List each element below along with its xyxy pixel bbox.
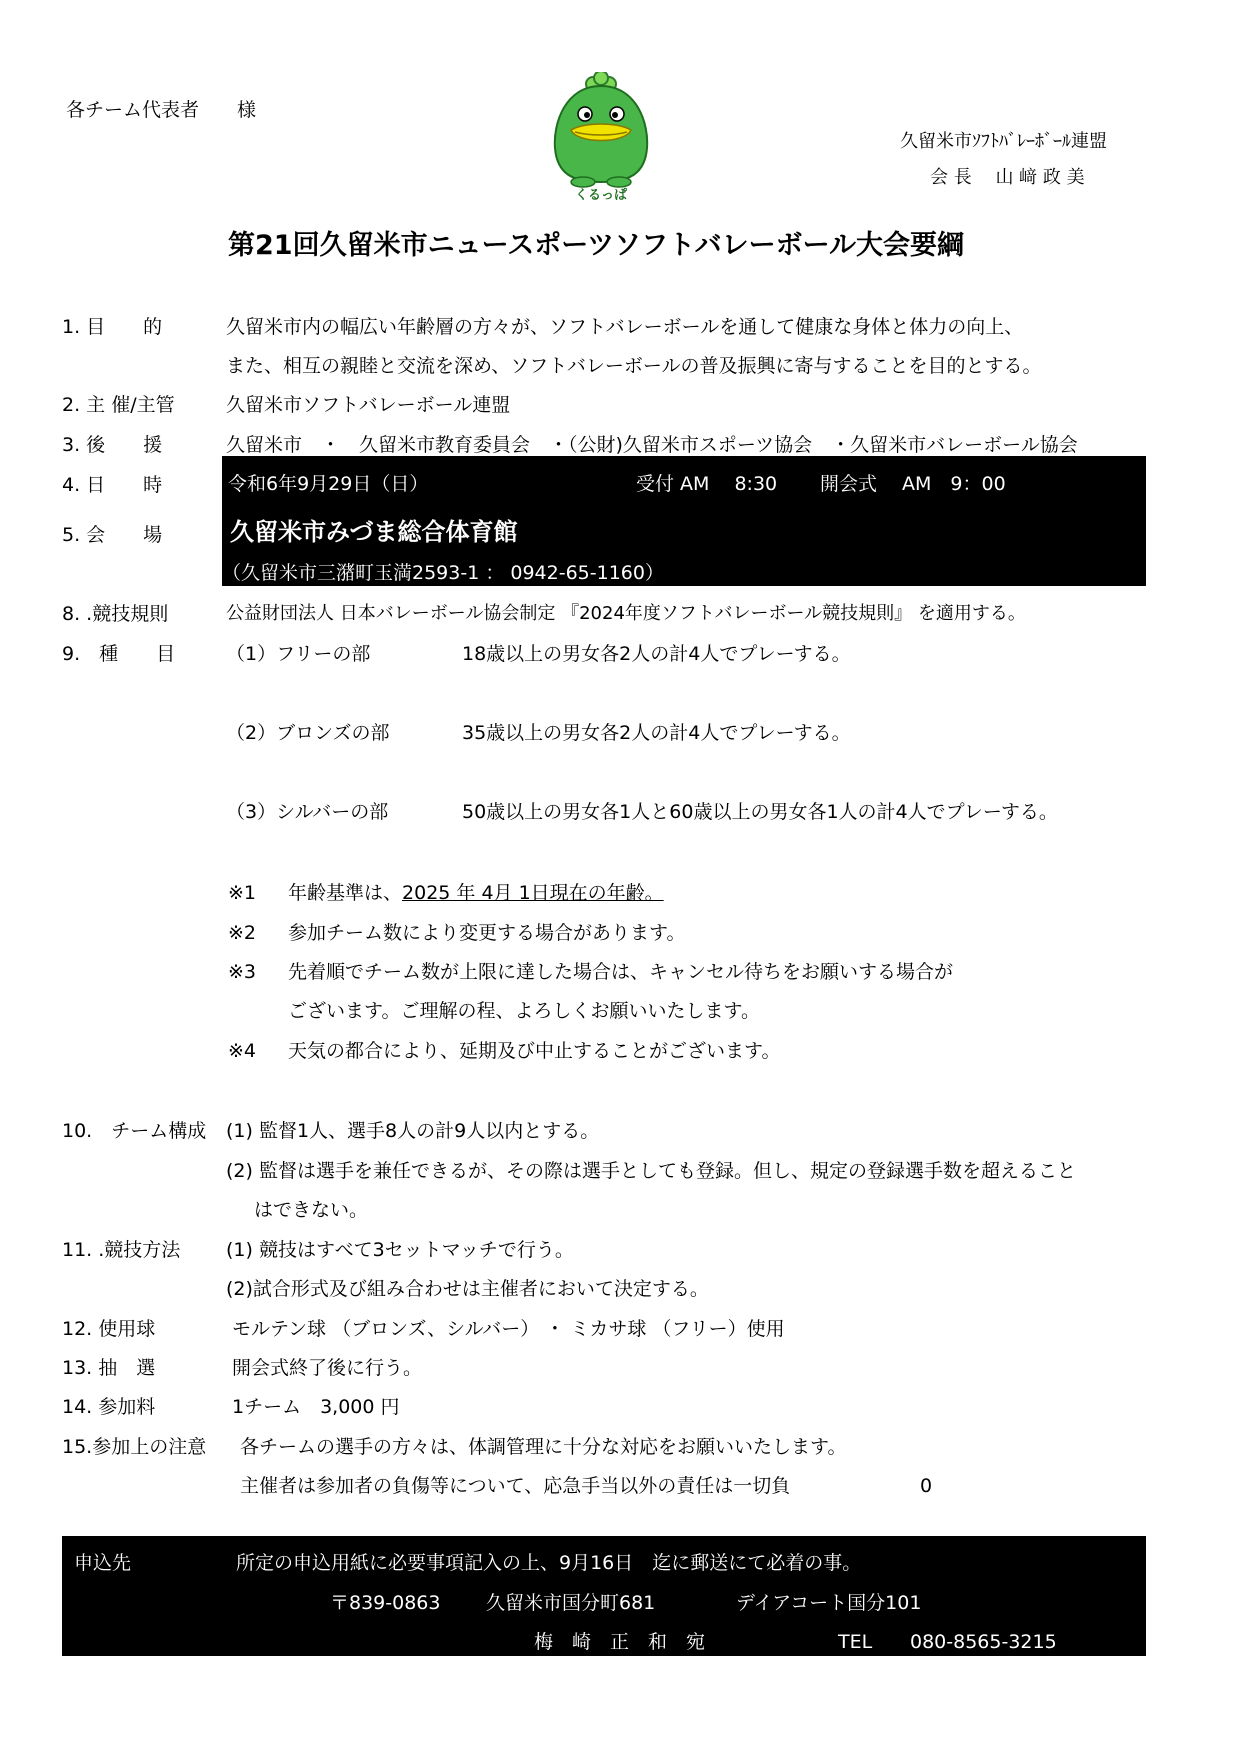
rules-value: 公益財団法人 日本バレーボール協会制定 『2024年度ソフトバレーボール競技規則』 を適用する。 xyxy=(226,603,1026,624)
note-1-pre: 年齢基準は、 xyxy=(288,882,403,904)
label-events: 9. 種 目 xyxy=(62,643,176,665)
note-1-mark: ※1 xyxy=(228,882,257,904)
note-3-text: 先着順でチーム数が上限に達した場合は、キャンセル待ちをお願いする場合が xyxy=(288,961,954,983)
application-label: 申込先 xyxy=(74,1552,132,1574)
label-fee: 14. 参加料 xyxy=(62,1396,156,1418)
note-1-underlined: 2025 年 4月 1日現在の年齢。 xyxy=(402,882,664,904)
reception-time: 受付 AM 8:30 xyxy=(636,473,778,495)
method-line-1: (1) 競技はすべて3セットマッチで行う。 xyxy=(226,1239,574,1261)
event-desc: 50歳以上の男女各1人と60歳以上の男女各1人の計4人でプレーする。 xyxy=(462,801,1058,823)
note-3-text-cont: ございます。ご理解の程、よろしくお願いいたします。 xyxy=(288,1000,760,1022)
mascot-kuruppa xyxy=(545,72,657,202)
label-draw: 13. 抽 選 xyxy=(62,1357,156,1379)
label-method: 11. .競技方法 xyxy=(62,1239,181,1261)
purpose-line-2: また、相互の親睦と交流を深め、ソフトバレーボールの普及振興に寄与することを目的とする。 xyxy=(226,355,1042,377)
addressee: 各チーム代表者 様 xyxy=(66,99,257,121)
team-line-2: (2) 監督は選手を兼任できるが、その際は選手としても登録。但し、規定の登録選手数を超えること xyxy=(226,1160,1076,1182)
host-value: 久留米市ソフトバレーボール連盟 xyxy=(226,394,511,416)
team-line-1: (1) 監督1人、選手8人の計9人以内とする。 xyxy=(226,1120,600,1142)
caution-line-2-tail: 0 xyxy=(920,1475,933,1497)
application-recipient: 梅 崎 正 和 宛 xyxy=(534,1631,706,1653)
label-venue: 5. 会 場 xyxy=(62,524,163,546)
venue-name: 久留米市みづま総合体育館 xyxy=(230,518,518,546)
application-tel: 080-8565-3215 xyxy=(910,1631,1057,1653)
caution-line-2: 主催者は参加者の負傷等について、応急手当以外の責任は一切負 xyxy=(240,1475,791,1497)
page-title: 第21回久留米市ニュースポーツソフトバレーボール大会要綱 xyxy=(228,230,965,261)
team-line-3: はできない。 xyxy=(254,1199,369,1221)
mascot-foot-right xyxy=(607,177,631,187)
event-name: （1）フリーの部 xyxy=(226,643,371,665)
sender-name: 会 長 山 﨑 政 美 xyxy=(930,167,1085,188)
method-line-2: (2)試合形式及び組み合わせは主催者において決定する。 xyxy=(226,1278,709,1300)
note-1-text xyxy=(288,882,664,905)
note-2-mark: ※2 xyxy=(228,922,257,944)
ball-value: モルテン球 （ブロンズ、シルバー） ・ ミカサ球 （フリー）使用 xyxy=(232,1318,785,1340)
label-team: 10. チーム構成 xyxy=(62,1120,207,1142)
label-rules: 8. .競技規則 xyxy=(62,603,169,625)
date-value: 令和6年9月29日（日） xyxy=(228,473,429,495)
mascot-caption: くるっぱ xyxy=(574,188,628,202)
event-name: （2）ブロンズの部 xyxy=(226,722,390,744)
label-date: 4. 日 時 xyxy=(62,474,163,496)
note-4-mark: ※4 xyxy=(228,1040,257,1062)
purpose-line-1: 久留米市内の幅広い年齢層の方々が、ソフトバレーボールを通して健康な身体と体力の向上、 xyxy=(226,316,1024,338)
note-2-text: 参加チーム数により変更する場合があります。 xyxy=(288,922,686,944)
draw-value: 開会式終了後に行う。 xyxy=(232,1357,423,1379)
label-ball: 12. 使用球 xyxy=(62,1318,156,1340)
event-desc: 18歳以上の男女各2人の計4人でプレーする。 xyxy=(462,643,851,665)
support-value: 久留米市 ・ 久留米市教育委員会 ・（公財)久留米市スポーツ協会 ・久留米市バレーボール協会 xyxy=(226,434,1078,456)
caution-line-1: 各チームの選手の方々は、体調管理に十分な対応をお願いいたします。 xyxy=(240,1436,847,1458)
label-support: 3. 後 援 xyxy=(62,434,163,456)
application-building: デイアコート国分101 xyxy=(736,1592,922,1614)
opening-time: 開会式 AM 9：00 xyxy=(820,473,1006,495)
note-4-text: 天気の都合により、延期及び中止することがございます。 xyxy=(288,1040,781,1062)
sender-org: 久留米市ｿﾌﾄﾊﾞﾚｰﾎﾞｰﾙ連盟 xyxy=(900,131,1107,152)
fee-value: 1チーム 3,000 円 xyxy=(232,1396,400,1418)
label-host: 2. 主 催/主管 xyxy=(62,394,175,416)
application-tel-label: TEL xyxy=(838,1631,873,1653)
mascot-foot-left xyxy=(571,177,595,187)
event-name: （3）シルバーの部 xyxy=(226,801,389,823)
application-postal-code: 〒839-0863 xyxy=(330,1592,441,1614)
note-3-mark: ※3 xyxy=(228,961,257,983)
label-caution: 15.参加上の注意 xyxy=(62,1436,207,1458)
label-purpose: 1. 目 的 xyxy=(62,316,163,338)
application-address: 久留米市国分町681 xyxy=(486,1592,656,1614)
event-desc: 35歳以上の男女各2人の計4人でプレーする。 xyxy=(462,722,851,744)
application-instructions: 所定の申込用紙に必要事項記入の上、9月16日 迄に郵送にて必着の事。 xyxy=(236,1552,862,1574)
venue-address: （久留米市三潴町玉満2593-1 ： 0942-65-1160） xyxy=(222,562,664,584)
